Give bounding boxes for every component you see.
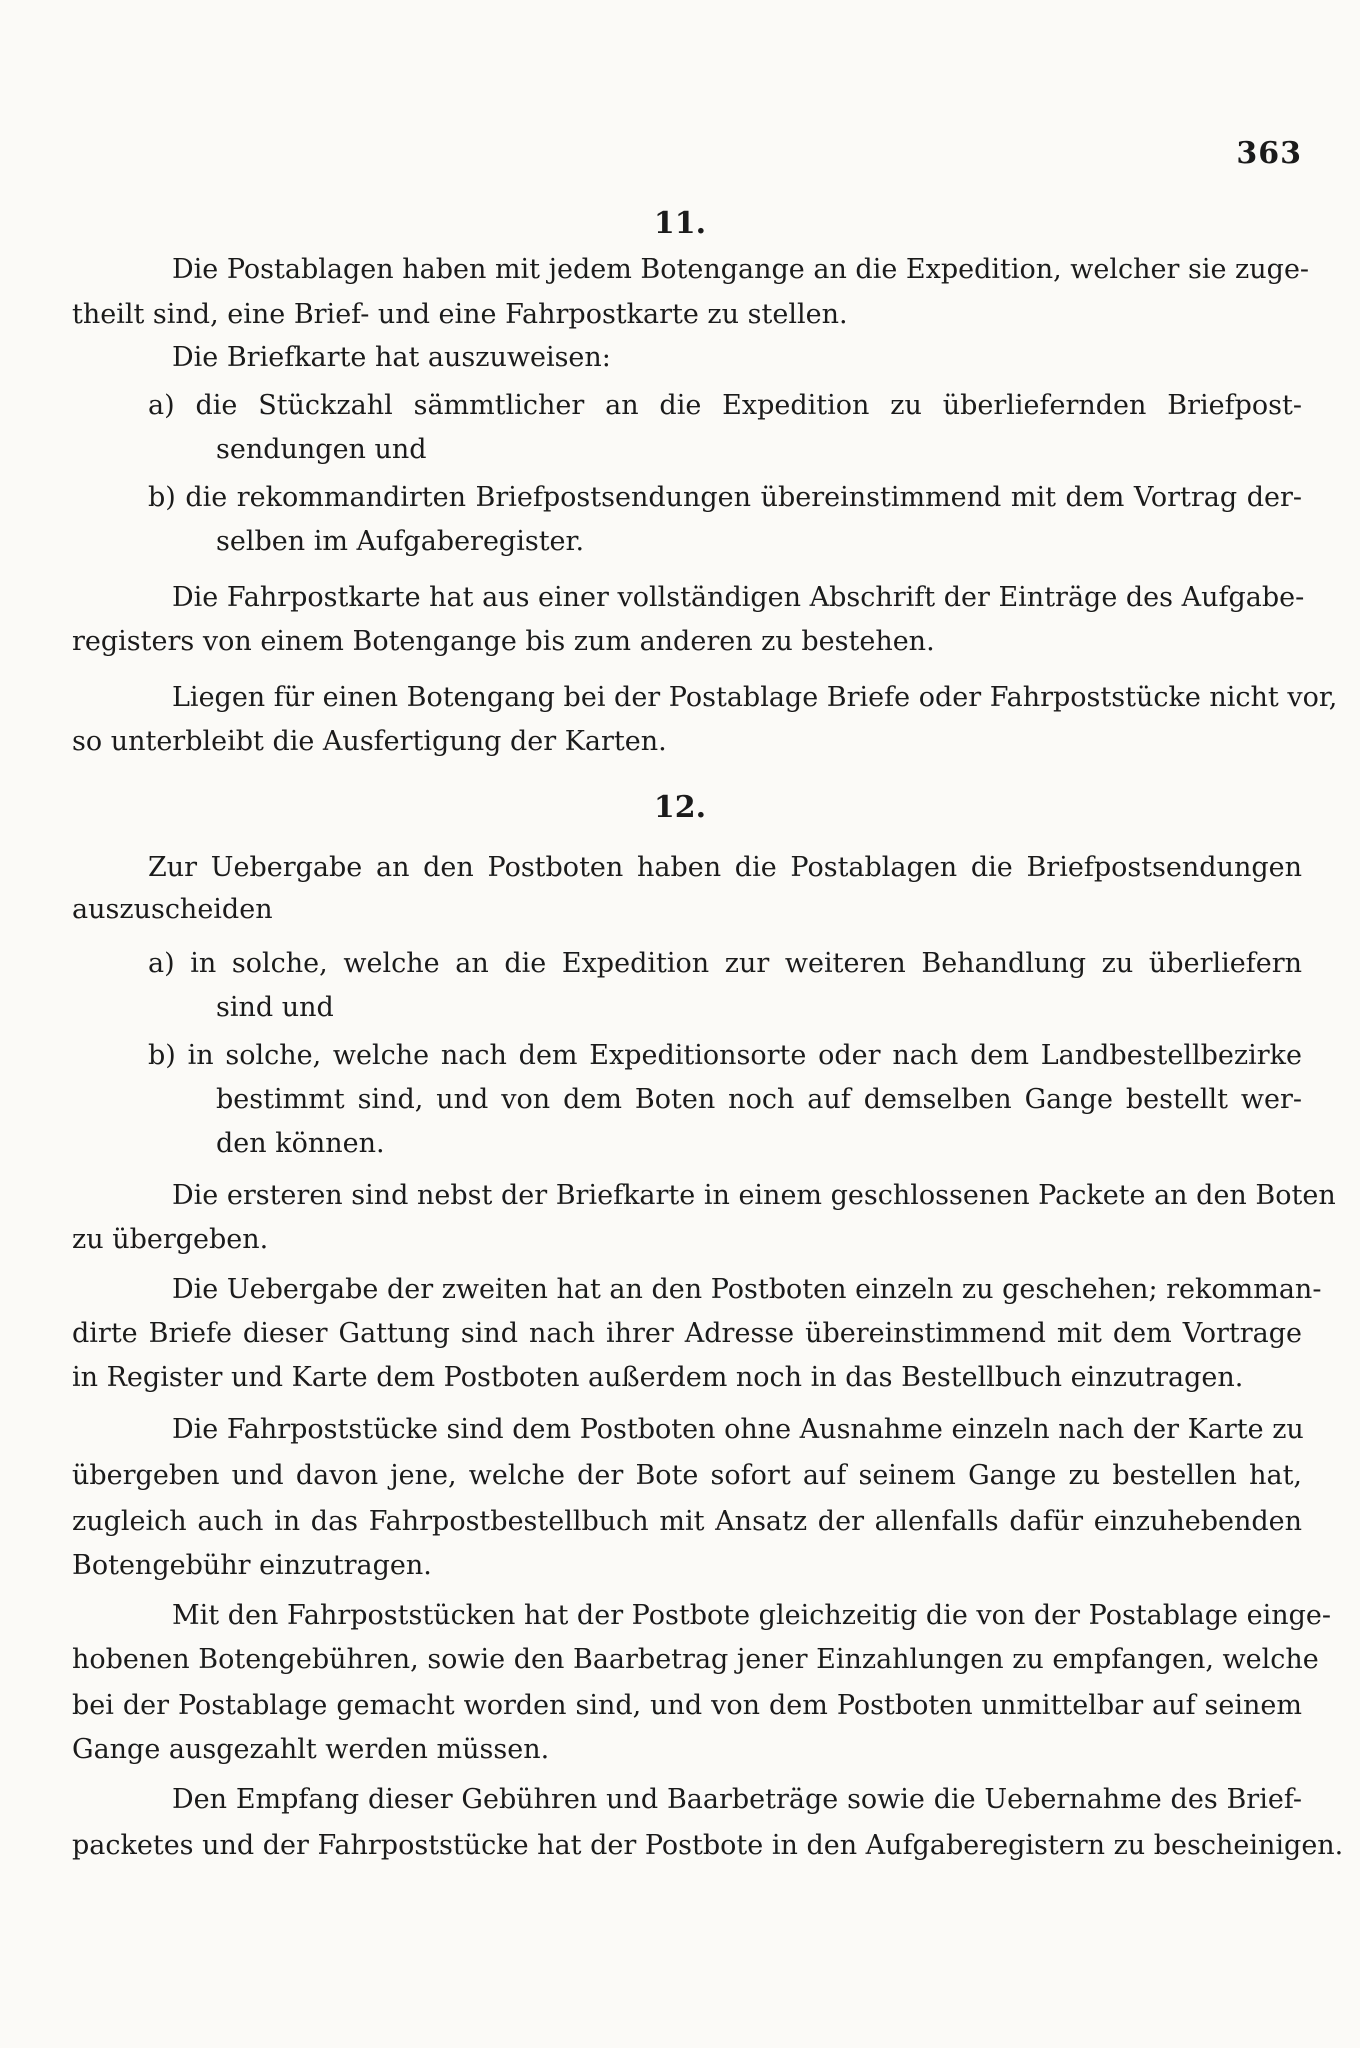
text-line: so unterbleibt die Ausfertigung der Karten.: [72, 726, 667, 757]
text-line: dirte Briefe dieser Gattung sind nach ihrer Adresse übereinstimmend mit dem Vortrage: [72, 1318, 1302, 1349]
text-line: Die Uebergabe der zweiten hat an den Postboten einzeln zu geschehen; rekomman-: [172, 1274, 1322, 1305]
text-line: sind und: [216, 992, 334, 1023]
text-line: a) die Stückzahl sämmtlicher an die Expedition zu überliefernden Briefpost-: [148, 390, 1302, 421]
text-line: Die Fahrpoststücke sind dem Postboten ohne Ausnahme einzeln nach der Karte zu: [172, 1414, 1304, 1445]
text-line: packetes und der Fahrpoststücke hat der Postbote in den Aufgaberegistern zu bescheinigen.: [72, 1830, 1344, 1861]
text-line: Die Postablagen haben mit jedem Botengange an die Expedition, welcher sie zuge-: [172, 254, 1310, 285]
text-line: übergeben und davon jene, welche der Bote sofort auf seinem Gange zu bestellen hat,: [72, 1460, 1302, 1491]
text-line: a) in solche, welche an die Expedition zur weiteren Behandlung zu überliefern: [148, 948, 1302, 979]
text-line: b) in solche, welche nach dem Expeditionsorte oder nach dem Landbestellbezirke: [148, 1040, 1302, 1071]
text-line: den können.: [216, 1128, 385, 1159]
text-line: hobenen Botengebühren, sowie den Baarbetrag jener Einzahlungen zu empfangen, welche: [72, 1644, 1319, 1675]
text-line: bei der Postablage gemacht worden sind, und von dem Postboten unmittelbar auf seinem: [72, 1690, 1302, 1721]
text-line: sendungen und: [216, 434, 427, 465]
page-number: 363: [1236, 136, 1302, 171]
text-line: Botengebühr einzutragen.: [72, 1550, 432, 1581]
text-line: Liegen für einen Botengang bei der Postablage Briefe oder Fahrpoststücke nicht vor,: [172, 682, 1338, 713]
text-line: Mit den Fahrpoststücken hat der Postbote gleichzeitig die von der Postablage einge-: [172, 1600, 1331, 1631]
text-line: zu übergeben.: [72, 1224, 269, 1255]
text-line: Zur Uebergabe an den Postboten haben die Postablagen die Briefpostsendungen: [148, 852, 1302, 883]
text-line: Die Fahrpostkarte hat aus einer vollständigen Abschrift der Einträge des Aufgabe-: [172, 582, 1305, 613]
text-line: zugleich auch in das Fahrpostbestellbuch mit Ansatz der allenfalls dafür einzuhebenden: [72, 1506, 1302, 1537]
text-line: Den Empfang dieser Gebühren und Baarbeträge sowie die Uebernahme des Brief-: [172, 1784, 1302, 1815]
text-line: auszuscheiden: [72, 894, 273, 925]
text-line: bestimmt sind, und von dem Boten noch auf demselben Gange bestellt wer-: [216, 1084, 1302, 1115]
text-line: theilt sind, eine Brief- und eine Fahrpostkarte zu stellen.: [72, 299, 848, 330]
text-line: selben im Aufgaberegister.: [216, 526, 585, 557]
text-line: b) die rekommandirten Briefpostsendungen übereinstimmend mit dem Vortrag der-: [148, 482, 1302, 513]
text-line: in Register und Karte dem Postboten außerdem noch in das Bestellbuch einzutragen.: [72, 1362, 1244, 1393]
section-number-12: 12.: [653, 790, 707, 825]
section-number-11: 11.: [653, 206, 707, 241]
text-line: Die Briefkarte hat auszuweisen:: [172, 342, 611, 373]
text-line: Die ersteren sind nebst der Briefkarte in einem geschlossenen Packete an den Boten: [172, 1180, 1336, 1211]
text-line: registers von einem Botengange bis zum anderen zu bestehen.: [72, 626, 935, 657]
text-line: Gange ausgezahlt werden müssen.: [72, 1734, 550, 1765]
